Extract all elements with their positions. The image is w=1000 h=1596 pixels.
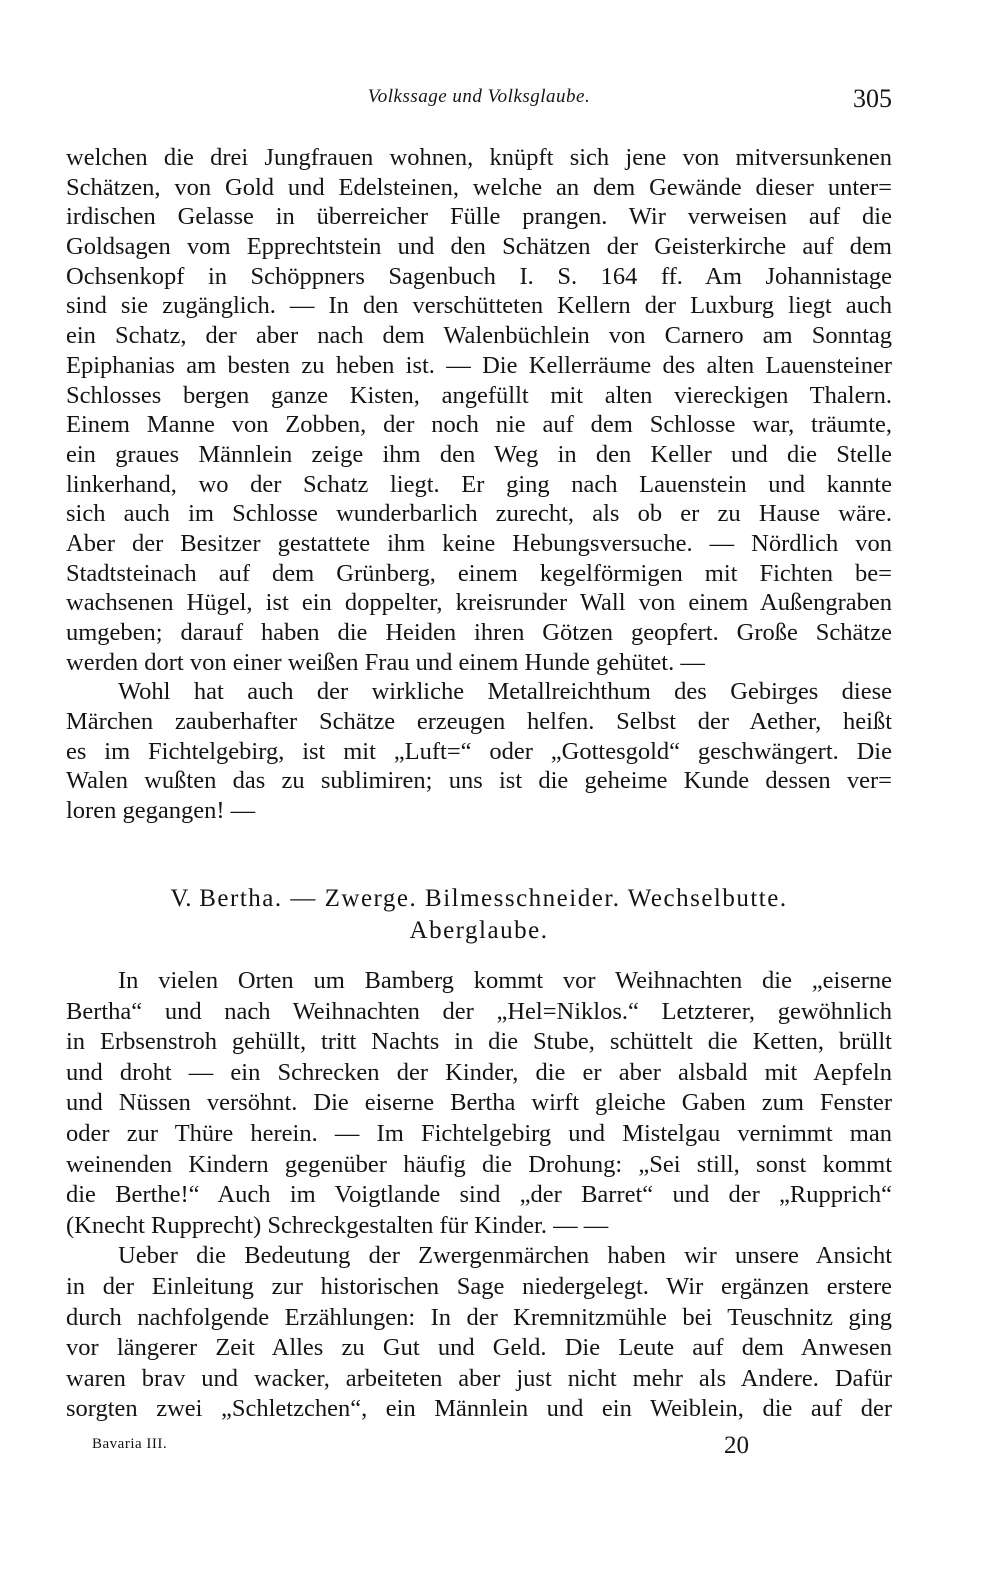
text-line: ein graues Männlein zeige ihm den Weg in den Keller und die Stelle [66,440,892,468]
text-line: Goldsagen vom Epprechtstein und den Schätzen der Geisterkirche auf dem [66,233,892,261]
text-line: Stadtsteinach auf dem Grünberg, einem kegelförmigen mit Fichten be= [66,559,892,587]
text-line: Walen wußten das zu sublimiren; uns ist die geheime Kunde dessen ver= [66,767,892,795]
text-line: oder zur Thüre herein. — Im Fichtelgebirg und Mistelgau vernimmt man [66,1119,892,1147]
text-line: die Berthe!“ Auch im Voigtlande sind „der Barret“ und der „Rupprich“ [66,1181,892,1209]
text-line: linkerhand, wo der Schatz liegt. Er ging nach Lauenstein und kannte [66,470,892,498]
text-line: sind sie zugänglich. — In den verschütteten Kellern der Luxburg liegt auch [66,292,892,320]
text-line: Einem Manne von Zobben, der noch nie auf dem Schlosse war, träumte, [66,411,892,439]
text-line: Ochsenkopf in Schöppners Sagenbuch I. S. 164 ff. Am Johannistage [66,262,892,290]
text-line: (Knecht Rupprecht) Schreckgestalten für Kinder. — — [66,1211,609,1239]
text-line: loren gegangen! — [66,797,256,825]
text-line: es im Fichtelgebirg, ist mit „Luft=“ oder „Gottesgold“ geschwängert. Die [66,737,892,765]
sheet-number: 20 [724,1432,749,1459]
section-2-text [66,966,892,1425]
section-title-line-1: Bertha. — Zwerge. Bilmesschneider. Wechselbutte. [199,885,788,912]
section-number: V. [170,885,192,912]
text-line: Märchen zauberhafter Schätze erzeugen helfen. Selbst der Aether, heißt [66,708,892,736]
text-line: durch nachfolgende Erzählungen: In der Kremnitzmühle bei Teuschnitz ging [66,1303,892,1331]
text-line: Ueber die Bedeutung der Zwergenmärchen haben wir unsere Ansicht [118,1242,892,1270]
page-header [66,86,892,120]
text-line: Epiphanias am besten zu heben ist. — Die Kellerräume des alten Lauensteiner [66,351,892,379]
section-heading [66,883,892,947]
signature-mark: Bavaria III. [92,1436,168,1452]
text-line: Aber der Besitzer gestattete ihm keine Hebungsversuche. — Nördlich von [66,529,892,557]
text-line: irdischen Gelasse in überreicher Fülle prangen. Wir verweisen auf die [66,203,892,231]
text-line: in Erbsenstroh gehüllt, tritt Nachts in die Stube, schüttelt die Ketten, brüllt [66,1028,892,1056]
running-title: Volkssage und Volksglaube. [367,86,591,107]
text-line: Bertha“ und nach Weihnachten der „Hel=Niklos.“ Letzterer, gewöhnlich [66,997,892,1025]
page-footer [66,1432,892,1462]
text-line: werden dort von einer weißen Frau und einem Hunde gehütet. — [66,648,705,676]
text-line: sich auch im Schlosse wunderbarlich zurecht, als ob er zu Hause wäre. [66,500,892,528]
page-number: 305 [853,84,892,113]
text-line: in der Einleitung zur historischen Sage niedergelegt. Wir ergänzen erstere [66,1272,892,1300]
text-line: weinenden Kindern gegenüber häufig die Drohung: „Sei still, sonst kommt [66,1150,892,1178]
section-1-text [66,143,892,826]
text-line: Wohl hat auch der wirkliche Metallreichthum des Gebirges diese [118,678,892,706]
text-line: In vielen Orten um Bamberg kommt vor Weihnachten die „eiserne [118,967,892,994]
section-title-line-2: Aberglaube. [409,917,549,944]
text-line: welchen die drei Jungfrauen wohnen, knüpft sich jene von mitversunkenen [66,144,892,171]
text-line: und droht — ein Schrecken der Kinder, die er aber alsbald mit Aepfeln [66,1058,892,1086]
text-line: wachsenen Hügel, ist ein doppelter, kreisrunder Wall von einem Außengraben [66,589,892,617]
text-line: umgeben; darauf haben die Heiden ihren Götzen geopfert. Große Schätze [66,619,892,646]
text-line: Schätzen, von Gold und Edelsteinen, welche an dem Gewände dieser unter= [66,173,892,201]
text-line: und Nüssen versöhnt. Die eiserne Bertha wirft gleiche Gaben zum Fenster [66,1089,892,1117]
text-line: ein Schatz, der aber nach dem Walenbüchlein von Carnero am Sonntag [66,322,892,350]
text-line: vor längerer Zeit Alles zu Gut und Geld. Die Leute auf dem Anwesen [66,1334,892,1362]
text-line: sorgten zwei „Schletzchen“, ein Männlein und ein Weiblein, die auf der [66,1395,892,1423]
text-line: Schlosses bergen ganze Kisten, angefüllt mit alten viereckigen Thalern. [66,381,892,409]
text-line: waren brav und wacker, arbeiteten aber just nicht mehr als Andere. Dafür [66,1364,892,1392]
